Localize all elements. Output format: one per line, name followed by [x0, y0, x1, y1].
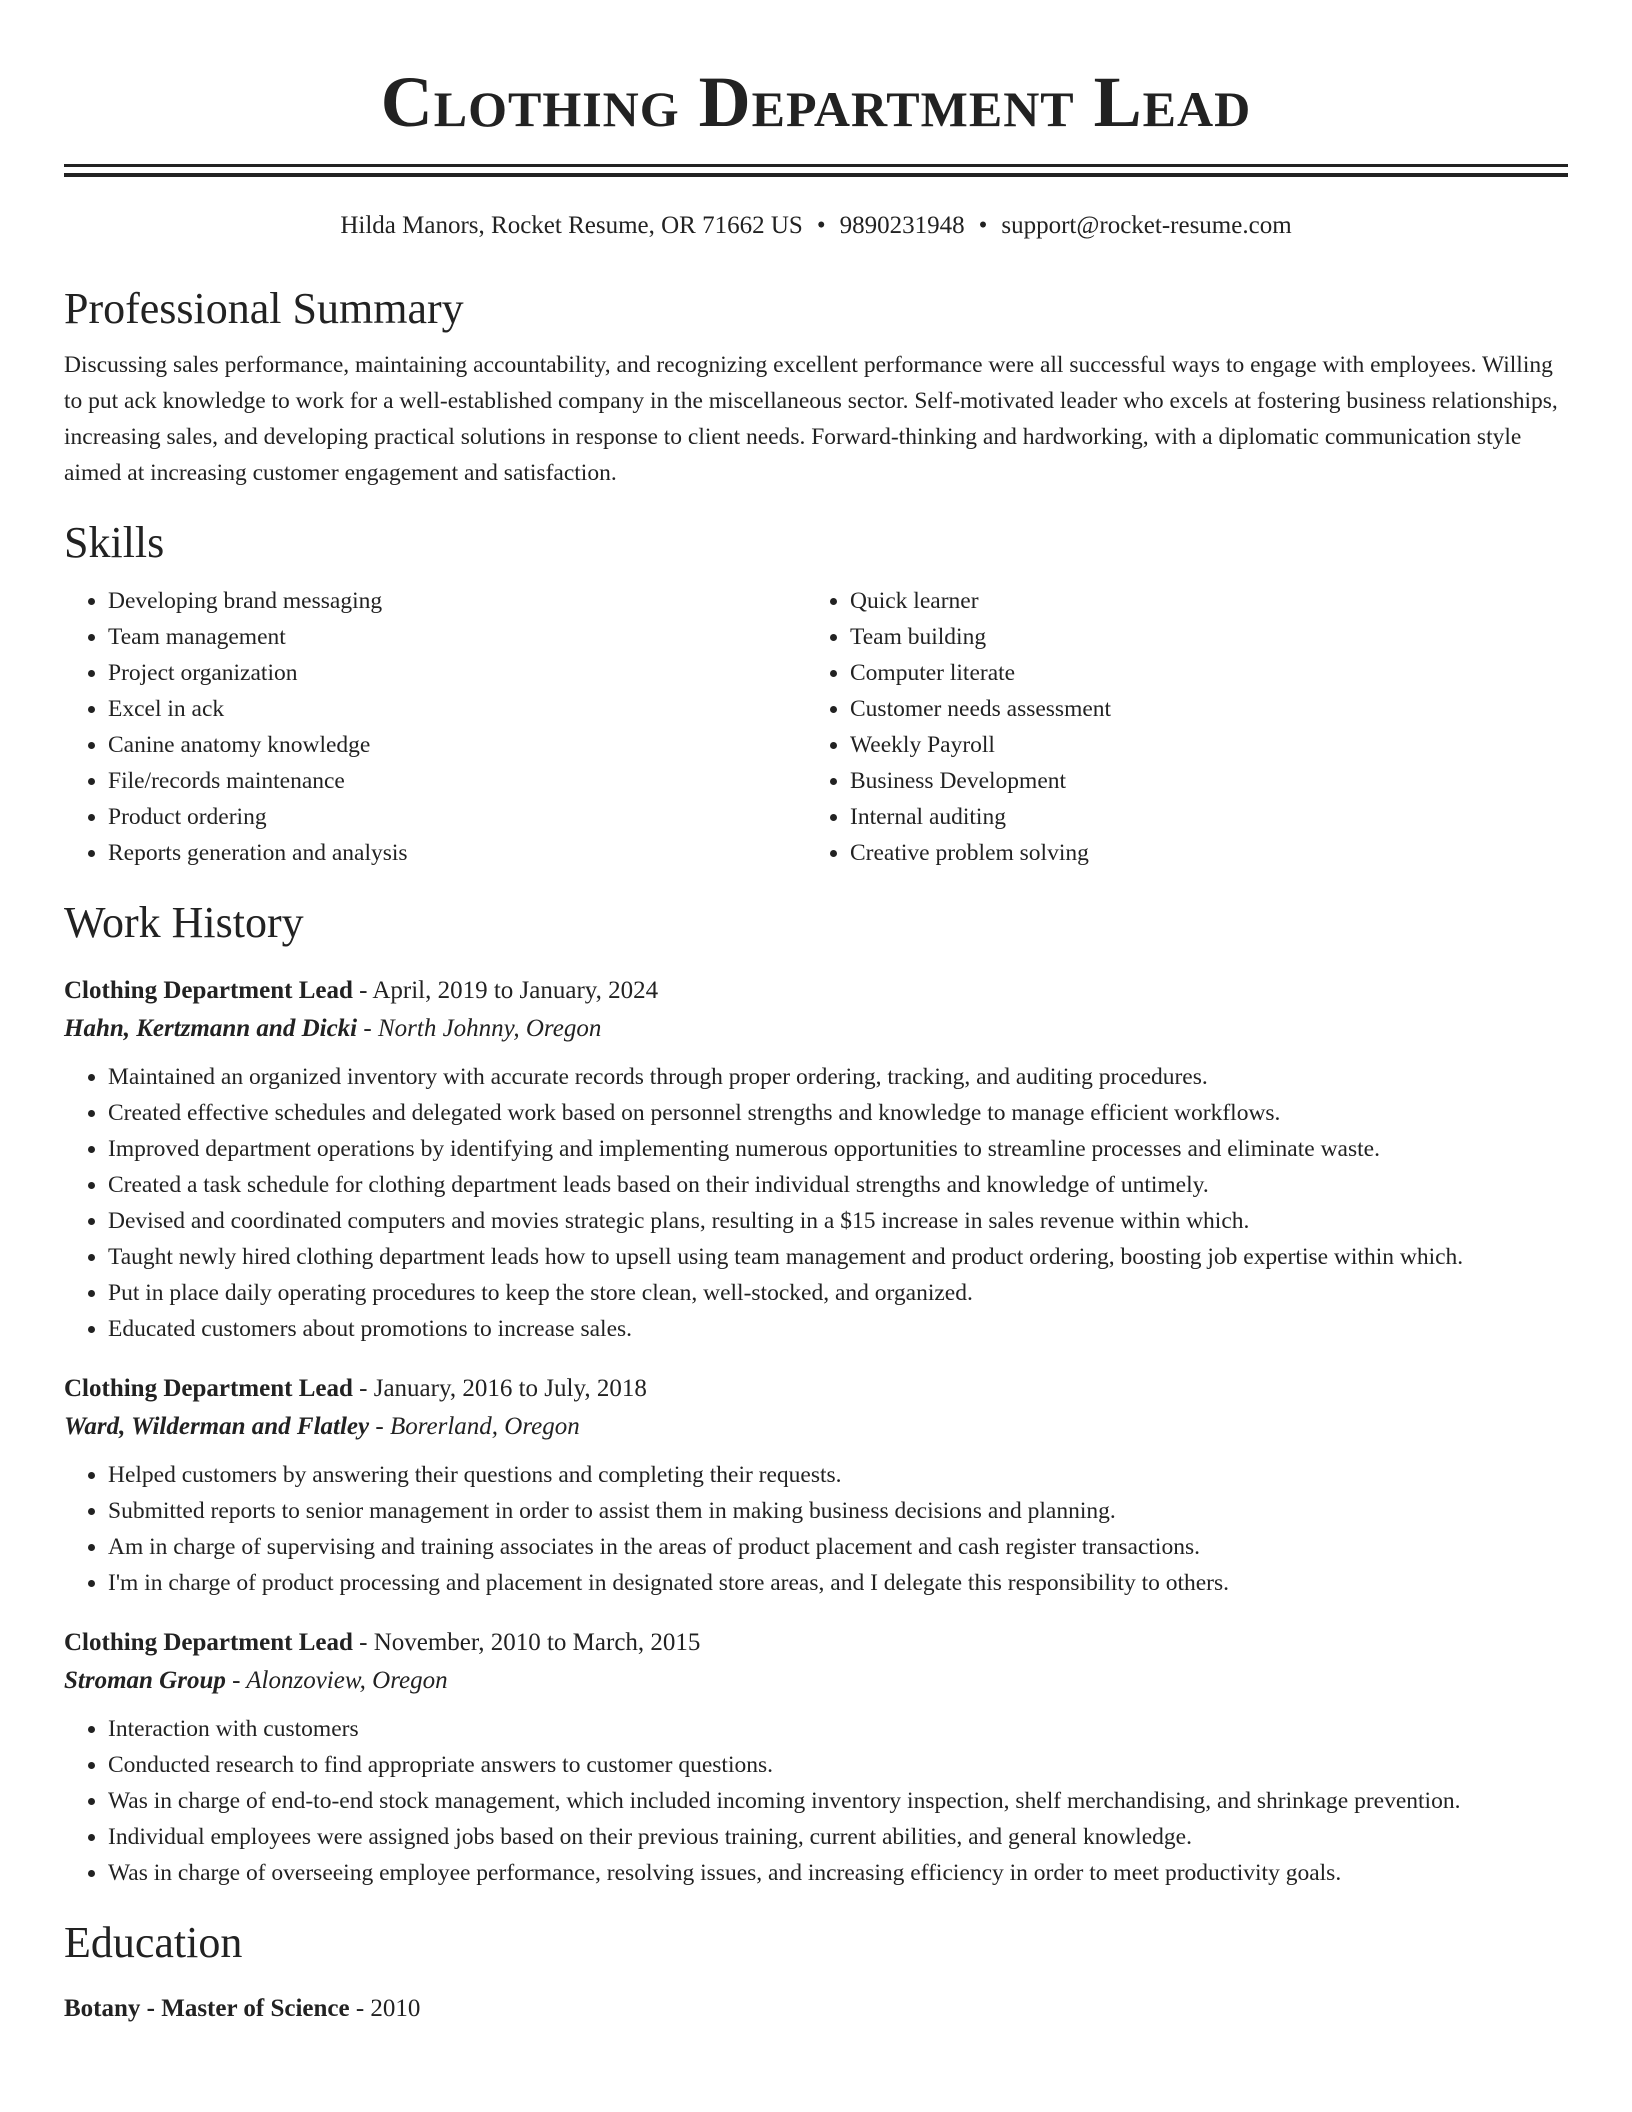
- resume-title: Clothing Department Lead: [380, 62, 1252, 142]
- job-title-line: [64, 1625, 1568, 1661]
- skills-column-left: [64, 583, 806, 871]
- skills-list: [64, 583, 1568, 871]
- job-dates: - November, 2010 to March, 2015: [352, 1629, 701, 1656]
- contact-separator: •: [978, 212, 988, 239]
- job-company-line: [64, 1661, 1568, 1701]
- job-bullet: • Maintained an organized inventory with accurate records through proper ordering, tracking, and auditing procedures.: [108, 1059, 1568, 1095]
- title-rule-bottom: [64, 173, 1568, 177]
- job-entry: [64, 1371, 1568, 1601]
- job-title-line: [64, 1371, 1568, 1407]
- job-entry: [64, 973, 1568, 1347]
- title-rule-top: [64, 164, 1568, 167]
- job-bullet: • Individual employees were assigned jobs based on their previous training, current abilities, and general knowledge.: [108, 1819, 1568, 1855]
- job-company-line: [64, 1009, 1568, 1049]
- skill-item: • Internal auditing: [850, 799, 1111, 835]
- education-entry: [64, 1991, 1568, 2027]
- education-heading: Education: [64, 1918, 243, 1967]
- job-bullet: • Taught newly hired clothing department leads how to upsell using team management and product ordering, boosting job expertise within which.: [108, 1239, 1568, 1275]
- job-title: Clothing Department Lead: [64, 977, 353, 1004]
- job-company: Ward, Wilderman and Flatley: [64, 1413, 370, 1440]
- job-title: Clothing Department Lead: [64, 1375, 353, 1402]
- job-company: Stroman Group: [64, 1667, 226, 1694]
- job-bullet: • Devised and coordinated computers and movies strategic plans, resulting in a $15 increase in sales revenue within which.: [108, 1203, 1568, 1239]
- job-bullet: • Interaction with customers: [108, 1711, 1568, 1747]
- job-dates: - April, 2019 to January, 2024: [352, 977, 659, 1004]
- job-bullets: [64, 1059, 1568, 1347]
- skill-item: • Weekly Payroll: [850, 727, 1111, 763]
- job-bullet: • Created a task schedule for clothing department leads based on their individual strengths and knowledge of untimely.: [108, 1167, 1568, 1203]
- education-year: - 2010: [349, 1995, 421, 2022]
- job-bullet: • Was in charge of end-to-end stock management, which included incoming inventory inspection, shelf merchandising, and shrinkage prevention.: [108, 1783, 1568, 1819]
- skill-item: • Product ordering: [108, 799, 806, 835]
- job-bullets: [64, 1457, 1568, 1601]
- skill-item: • Computer literate: [850, 655, 1111, 691]
- job-bullet: • Was in charge of overseeing employee performance, resolving issues, and increasing efficiency in order to meet productivity goals.: [108, 1855, 1568, 1891]
- summary-text: Discussing sales performance, maintaining accountability, and recognizing excellent performance were all successful ways to engage with employees. Willing to put ack knowledge to work for a well-established company in the miscellaneous sector. Self-motivated leader who excels at fostering business relationships, increasing sales, and developing practical solutions in response to client needs. Forward-thinking and hardworking, with a diplomatic communication style aimed at increasing customer engagement and satisfaction.: [64, 352, 1558, 486]
- job-location: - Alonzoview, Oregon: [225, 1667, 448, 1694]
- skill-item: • Quick learner: [850, 583, 1111, 619]
- job-location: - Borerland, Oregon: [369, 1413, 580, 1440]
- skill-item: • Excel in ack: [108, 691, 806, 727]
- job-bullet: • Helped customers by answering their questions and completing their requests.: [108, 1457, 1568, 1493]
- skills-column-right: [806, 583, 1111, 871]
- work-history-heading: Work History: [64, 898, 304, 947]
- contact-email: support@rocket-resume.com: [1001, 212, 1292, 239]
- skill-item: • Canine anatomy knowledge: [108, 727, 806, 763]
- skill-item: • Business Development: [850, 763, 1111, 799]
- skill-item: • Creative problem solving: [850, 835, 1111, 871]
- skill-item: • File/records maintenance: [108, 763, 806, 799]
- contact-line: [64, 211, 1568, 241]
- education-degree: Botany - Master of Science: [64, 1995, 350, 2022]
- job-bullet: • Conducted research to find appropriate answers to customer questions.: [108, 1747, 1568, 1783]
- job-company: Hahn, Kertzmann and Dicki: [64, 1015, 358, 1042]
- skill-item: • Reports generation and analysis: [108, 835, 806, 871]
- contact-address: Hilda Manors, Rocket Resume, OR 71662 US: [340, 212, 803, 239]
- job-dates: - January, 2016 to July, 2018: [352, 1375, 647, 1402]
- job-bullet: • Am in charge of supervising and training associates in the areas of product placement and cash register transactions.: [108, 1529, 1568, 1565]
- job-bullet: • Put in place daily operating procedures to keep the store clean, well-stocked, and organized.: [108, 1275, 1568, 1311]
- job-company-line: [64, 1407, 1568, 1447]
- job-title: Clothing Department Lead: [64, 1629, 353, 1656]
- job-bullets: [64, 1711, 1568, 1891]
- contact-phone: 9890231948: [839, 212, 965, 239]
- skill-item: • Developing brand messaging: [108, 583, 806, 619]
- contact-separator: •: [816, 212, 826, 239]
- skill-item: • Customer needs assessment: [850, 691, 1111, 727]
- job-bullet: • Created effective schedules and delegated work based on personnel strengths and knowledge to manage efficient workflows.: [108, 1095, 1568, 1131]
- job-entry: [64, 1625, 1568, 1891]
- job-bullet: • Educated customers about promotions to increase sales.: [108, 1311, 1568, 1347]
- skill-item: • Project organization: [108, 655, 806, 691]
- skill-item: • Team management: [108, 619, 806, 655]
- job-bullet: • I'm in charge of product processing and placement in designated store areas, and I delegate this responsibility to others.: [108, 1565, 1568, 1601]
- work-history-list: [64, 973, 1568, 1891]
- skills-heading: Skills: [64, 518, 165, 567]
- job-title-line: [64, 973, 1568, 1009]
- job-bullet: • Submitted reports to senior management in order to assist them in making business decisions and planning.: [108, 1493, 1568, 1529]
- skill-item: • Team building: [850, 619, 1111, 655]
- summary-heading: Professional Summary: [64, 284, 464, 333]
- job-bullet: • Improved department operations by identifying and implementing numerous opportunities to streamline processes and eliminate waste.: [108, 1131, 1568, 1167]
- job-location: - North Johnny, Oregon: [357, 1015, 602, 1042]
